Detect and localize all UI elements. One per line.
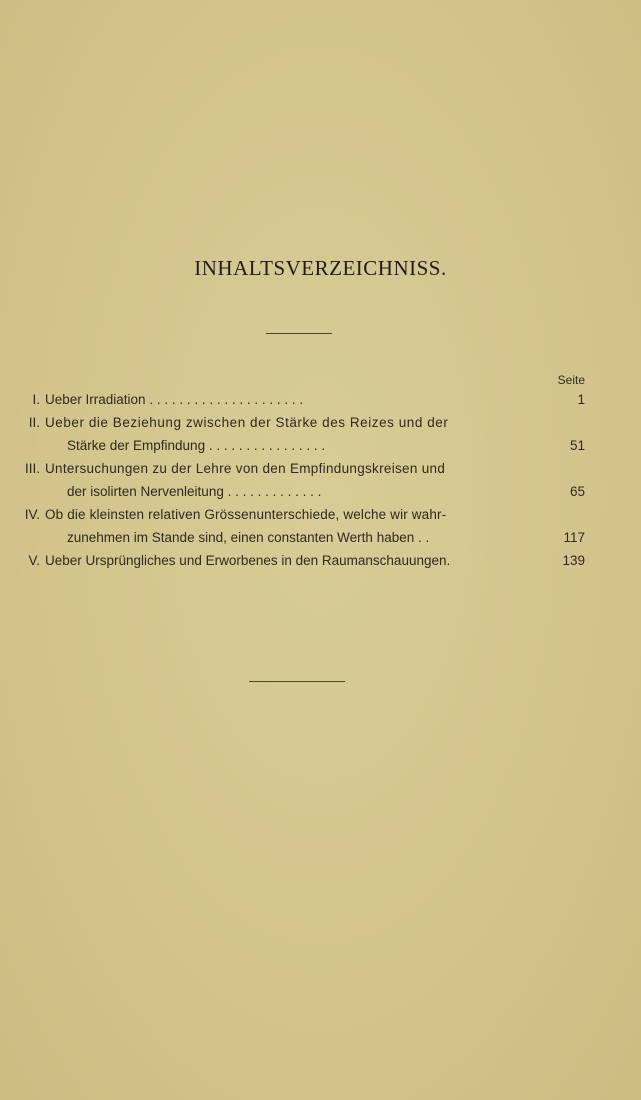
toc-dot-leader: . . . . . . . . . . . . . . . . . . . . . xyxy=(149,392,304,407)
toc-entry-title-line-2 xyxy=(67,434,556,457)
toc-page-number: 117 xyxy=(563,530,585,545)
toc-dot-leader: . . . . . . . . . . . . . . . . xyxy=(208,438,326,453)
toc-entry-title xyxy=(45,549,556,572)
toc-entry-title-text: zunehmen im Stande sind, einen constanten Werth haben xyxy=(67,530,415,545)
toc-entry-number: I. xyxy=(32,392,40,407)
toc-entry-title-text: Stärke der Empfindung xyxy=(67,438,206,453)
toc-entry-title-text: der isolirten Nervenleitung xyxy=(67,484,224,499)
toc-entry-number: II. xyxy=(28,415,40,430)
toc-dot-leader: . . xyxy=(418,530,430,545)
toc-page-number: 139 xyxy=(562,553,585,568)
toc-entry-title-line-1: Untersuchungen zu der Lehre von den Empfindungskreisen und xyxy=(45,461,446,476)
toc-page-number: 65 xyxy=(569,484,585,499)
toc-entry-title-text: Ueber Irradiation xyxy=(45,392,146,407)
toc-entry-title-line-2 xyxy=(67,480,556,503)
toc-page-number: 51 xyxy=(569,438,585,453)
toc-entry-title-text: Ueber Ursprüngliches und Erworbenes in den Raumanschauungen. xyxy=(45,553,451,568)
toc-entry-title-line-1: Ueber die Beziehung zwischen der Stärke des Reizes und der xyxy=(45,415,449,430)
toc-entry-title-line-2 xyxy=(67,526,556,549)
toc-entry-title xyxy=(45,388,556,411)
toc-entry-number: III. xyxy=(24,461,40,476)
seite-column-label: Seite xyxy=(557,373,585,387)
toc-page-number: 1 xyxy=(577,392,585,407)
toc-entry-title-line-1: Ob die kleinsten relativen Grössenunterschiede, welche wir wahr- xyxy=(45,507,447,522)
toc-entry-number: IV. xyxy=(24,507,40,522)
page-title: INHALTSVERZEICHNISS. xyxy=(194,256,447,280)
title-divider xyxy=(266,333,332,334)
closing-divider xyxy=(249,681,345,682)
toc-entry-number: V. xyxy=(28,553,40,568)
toc-dot-leader: . . . . . . . . . . . . . xyxy=(227,484,322,499)
